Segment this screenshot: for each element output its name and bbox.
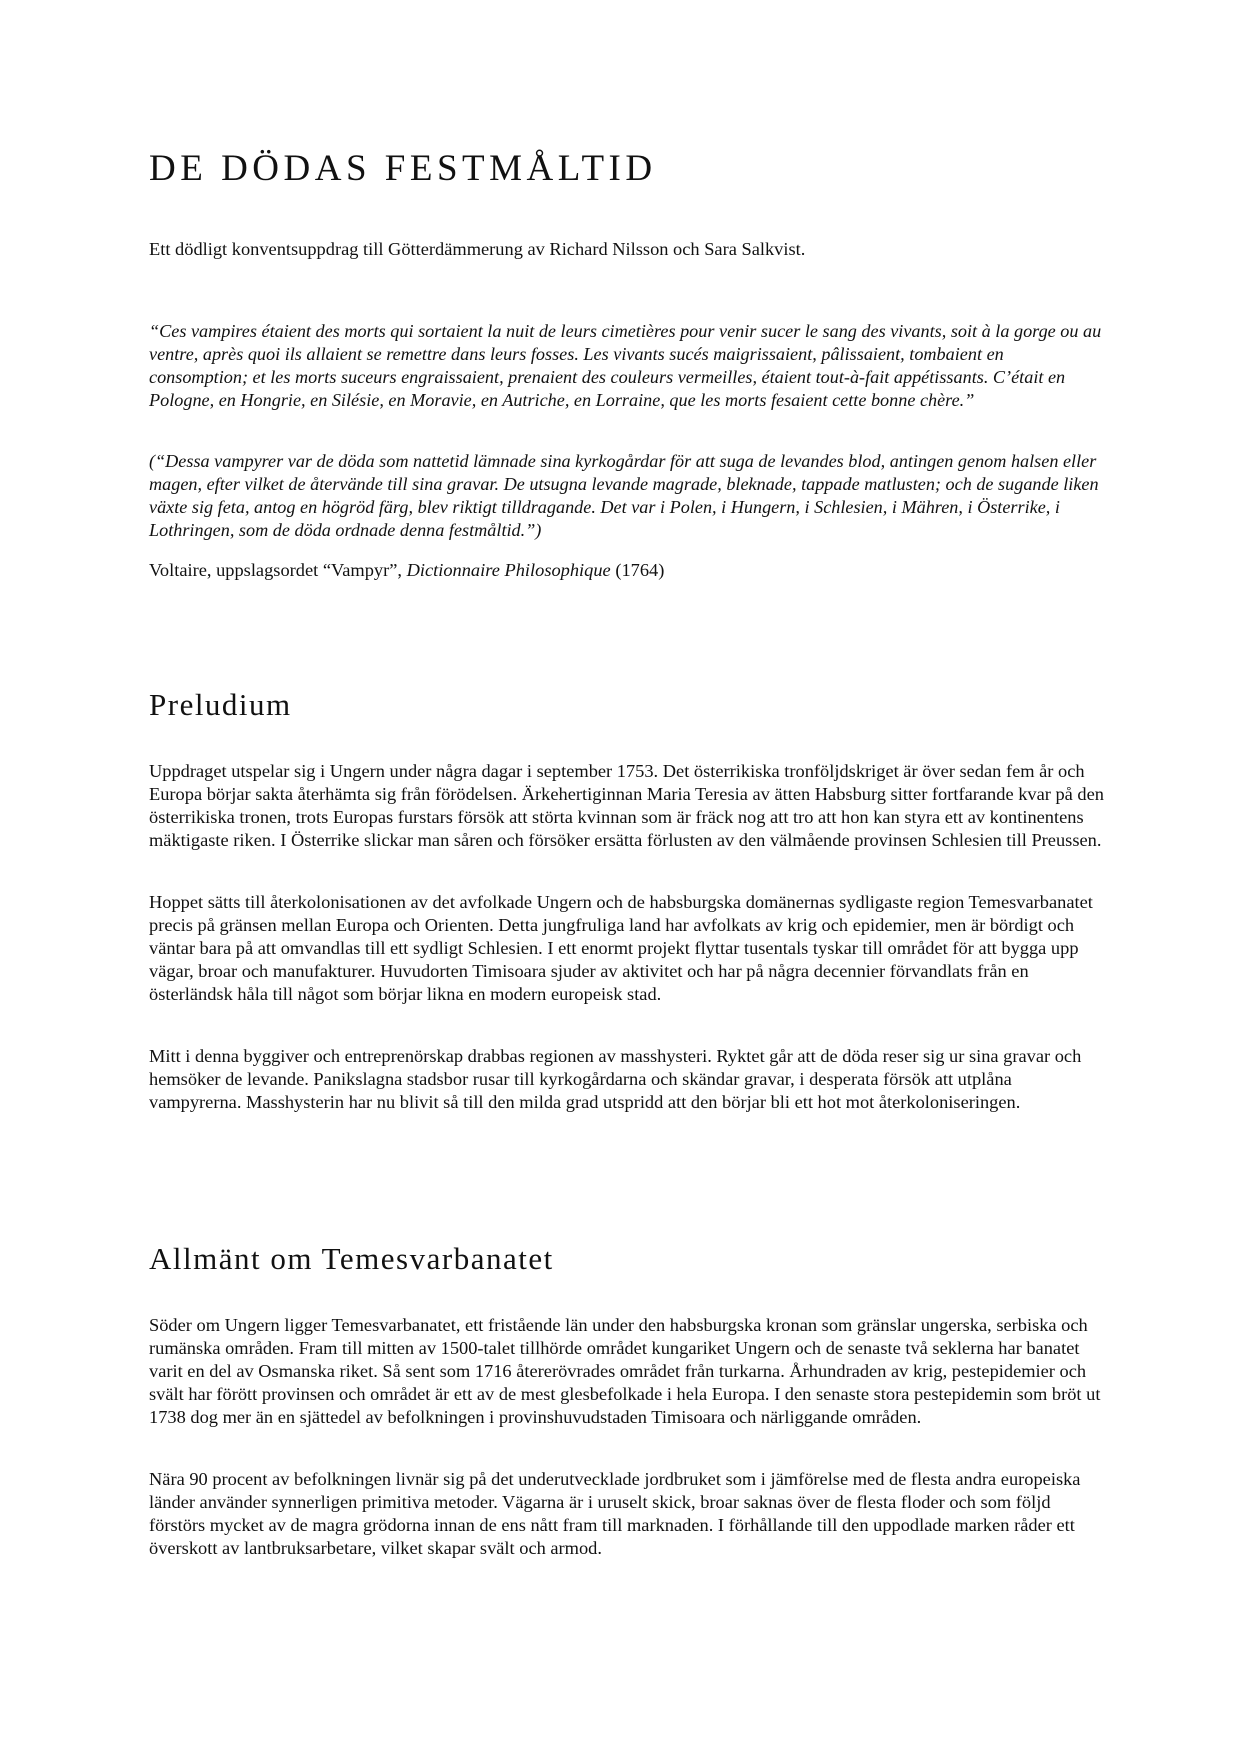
byline: Ett dödligt konventsuppdrag till Götterdämmerung av Richard Nilsson och Sara Salkvist. — [149, 239, 806, 259]
attribution-prefix: Voltaire, uppslagsordet “Vampyr”, — [149, 560, 407, 580]
paragraph: Uppdraget utspelar sig i Ungern under några dagar i september 1753. Det österrikiska tronföljdskriget är över sedan fem år och Europa börjar sakta återhämta sig från förödelsen. Ärkehertiginnan Maria Teresia av ätten Habsburg sitter fortfarande kvar på den österrikiska tronen, trots Europas furstars försök att störta kvinnan som är fräck nog att tro att hon kan styra ett av kontinentens mäktigaste riken. I Österrike slickar man såren och försöker ersätta förlusten av den välmående provinsen Schlesien till Preussen. — [149, 761, 1104, 850]
epigraph-attribution — [149, 559, 664, 582]
section-heading-allmant: Allmänt om Temesvarbanatet — [149, 1241, 554, 1276]
section-heading-preludium: Preludium — [149, 687, 292, 722]
paragraph: Mitt i denna byggiver och entreprenörskap drabbas regionen av masshysteri. Ryktet går att de döda reser sig ur sina gravar och hemsöker de levande. Panikslagna stadsbor rusar till kyrkogårdarna och skändar gravar, i desperata försök att utplåna vampyrerna. Masshysterin har nu blivit så till den milda grad utspridd att den börjar bli ett hot mot återkoloniseringen. — [149, 1046, 1082, 1112]
attribution-suffix: (1764) — [610, 560, 665, 580]
document-title: DE DÖDAS FESTMÅLTID — [149, 148, 657, 189]
epigraph-quote-french: “Ces vampires étaient des morts qui sortaient la nuit de leurs cimetières pour venir sucer le sang des vivants, soit à la gorge ou au ventre, après quoi ils allaient se remettre dans leurs fosses. Les vivants sucés maigrissaient, pâlissaient, tombaient en consomption; et les morts suceurs engraissaient, prenaient des couleurs vermeilles, étaient tout-à-fait appétissants. C’était en Pologne, en Hongrie, en Silésie, en Moravie, en Autriche, en Lorraine, que les morts fesaient cette bonne chère.” — [149, 321, 1102, 410]
paragraph: Söder om Ungern ligger Temesvarbanatet, ett fristående län under den habsburgska kronan som gränslar ungerska, serbiska och rumänska områden. Fram till mitten av 1500-talet tillhörde området kungariket Ungern och de senaste två seklerna har banatet varit en del av Osmanska riket. Så sent som 1716 återerövrades området från turkarna. Århundraden av krig, pestepidemier och svält har förött provinsen och området är ett av de mest glesbefolkade i hela Europa. I den senaste stora pestepidemin som bröt ut 1738 dog mer än en sjättedel av befolkningen i provinshuvudstaden Timisoara och närliggande områden. — [149, 1315, 1101, 1427]
epigraph-quote-swedish: (“Dessa vampyrer var de döda som nattetid lämnade sina kyrkogårdar för att suga de levandes blod, antingen genom halsen eller magen, efter vilket de återvände till sina gravar. De utsugna levande magrade, bleknade, tappade matlusten; och de sugande liken växte sig feta, antog en högröd färg, blev riktigt tilldragande. Det var i Polen, i Hungern, i Schlesien, i Mähren, i Österrike, i Lothringen, som de döda ordnade denna festmåltid.”) — [149, 451, 1099, 540]
paragraph: Hoppet sätts till återkolonisationen av det avfolkade Ungern och de habsburgska domänernas sydligaste region Temesvarbanatet precis på gränsen mellan Europa och Orienten. Detta jungfruliga land har avfolkats av krig och epidemier, men är bördigt och väntar bara på att omvandlas till ett sydligt Schlesien. I ett enormt projekt flyttar tusentals tyskar till området för att bygga upp vägar, broar och manufakturer. Huvudorten Timisoara sjuder av aktivitet och har på några decennier förvandlats från en österländsk håla till något som börjar likna en modern europeisk stad. — [149, 892, 1093, 1004]
attribution-work-title: Dictionnaire Philosophique — [406, 560, 611, 580]
paragraph: Nära 90 procent av befolkningen livnär sig på det underutvecklade jordbruket som i jämförelse med de flesta andra europeiska länder använder synnerligen primitiva metoder. Vägarna är i uruselt skick, broar saknas över de flesta floder och som följd förstörs mycket av de magra grödorna innan de ens nått fram till marknaden. I förhållande till den uppodlade marken råder ett överskott av lantbruksarbetare, vilket skapar svält och armod. — [149, 1469, 1081, 1558]
